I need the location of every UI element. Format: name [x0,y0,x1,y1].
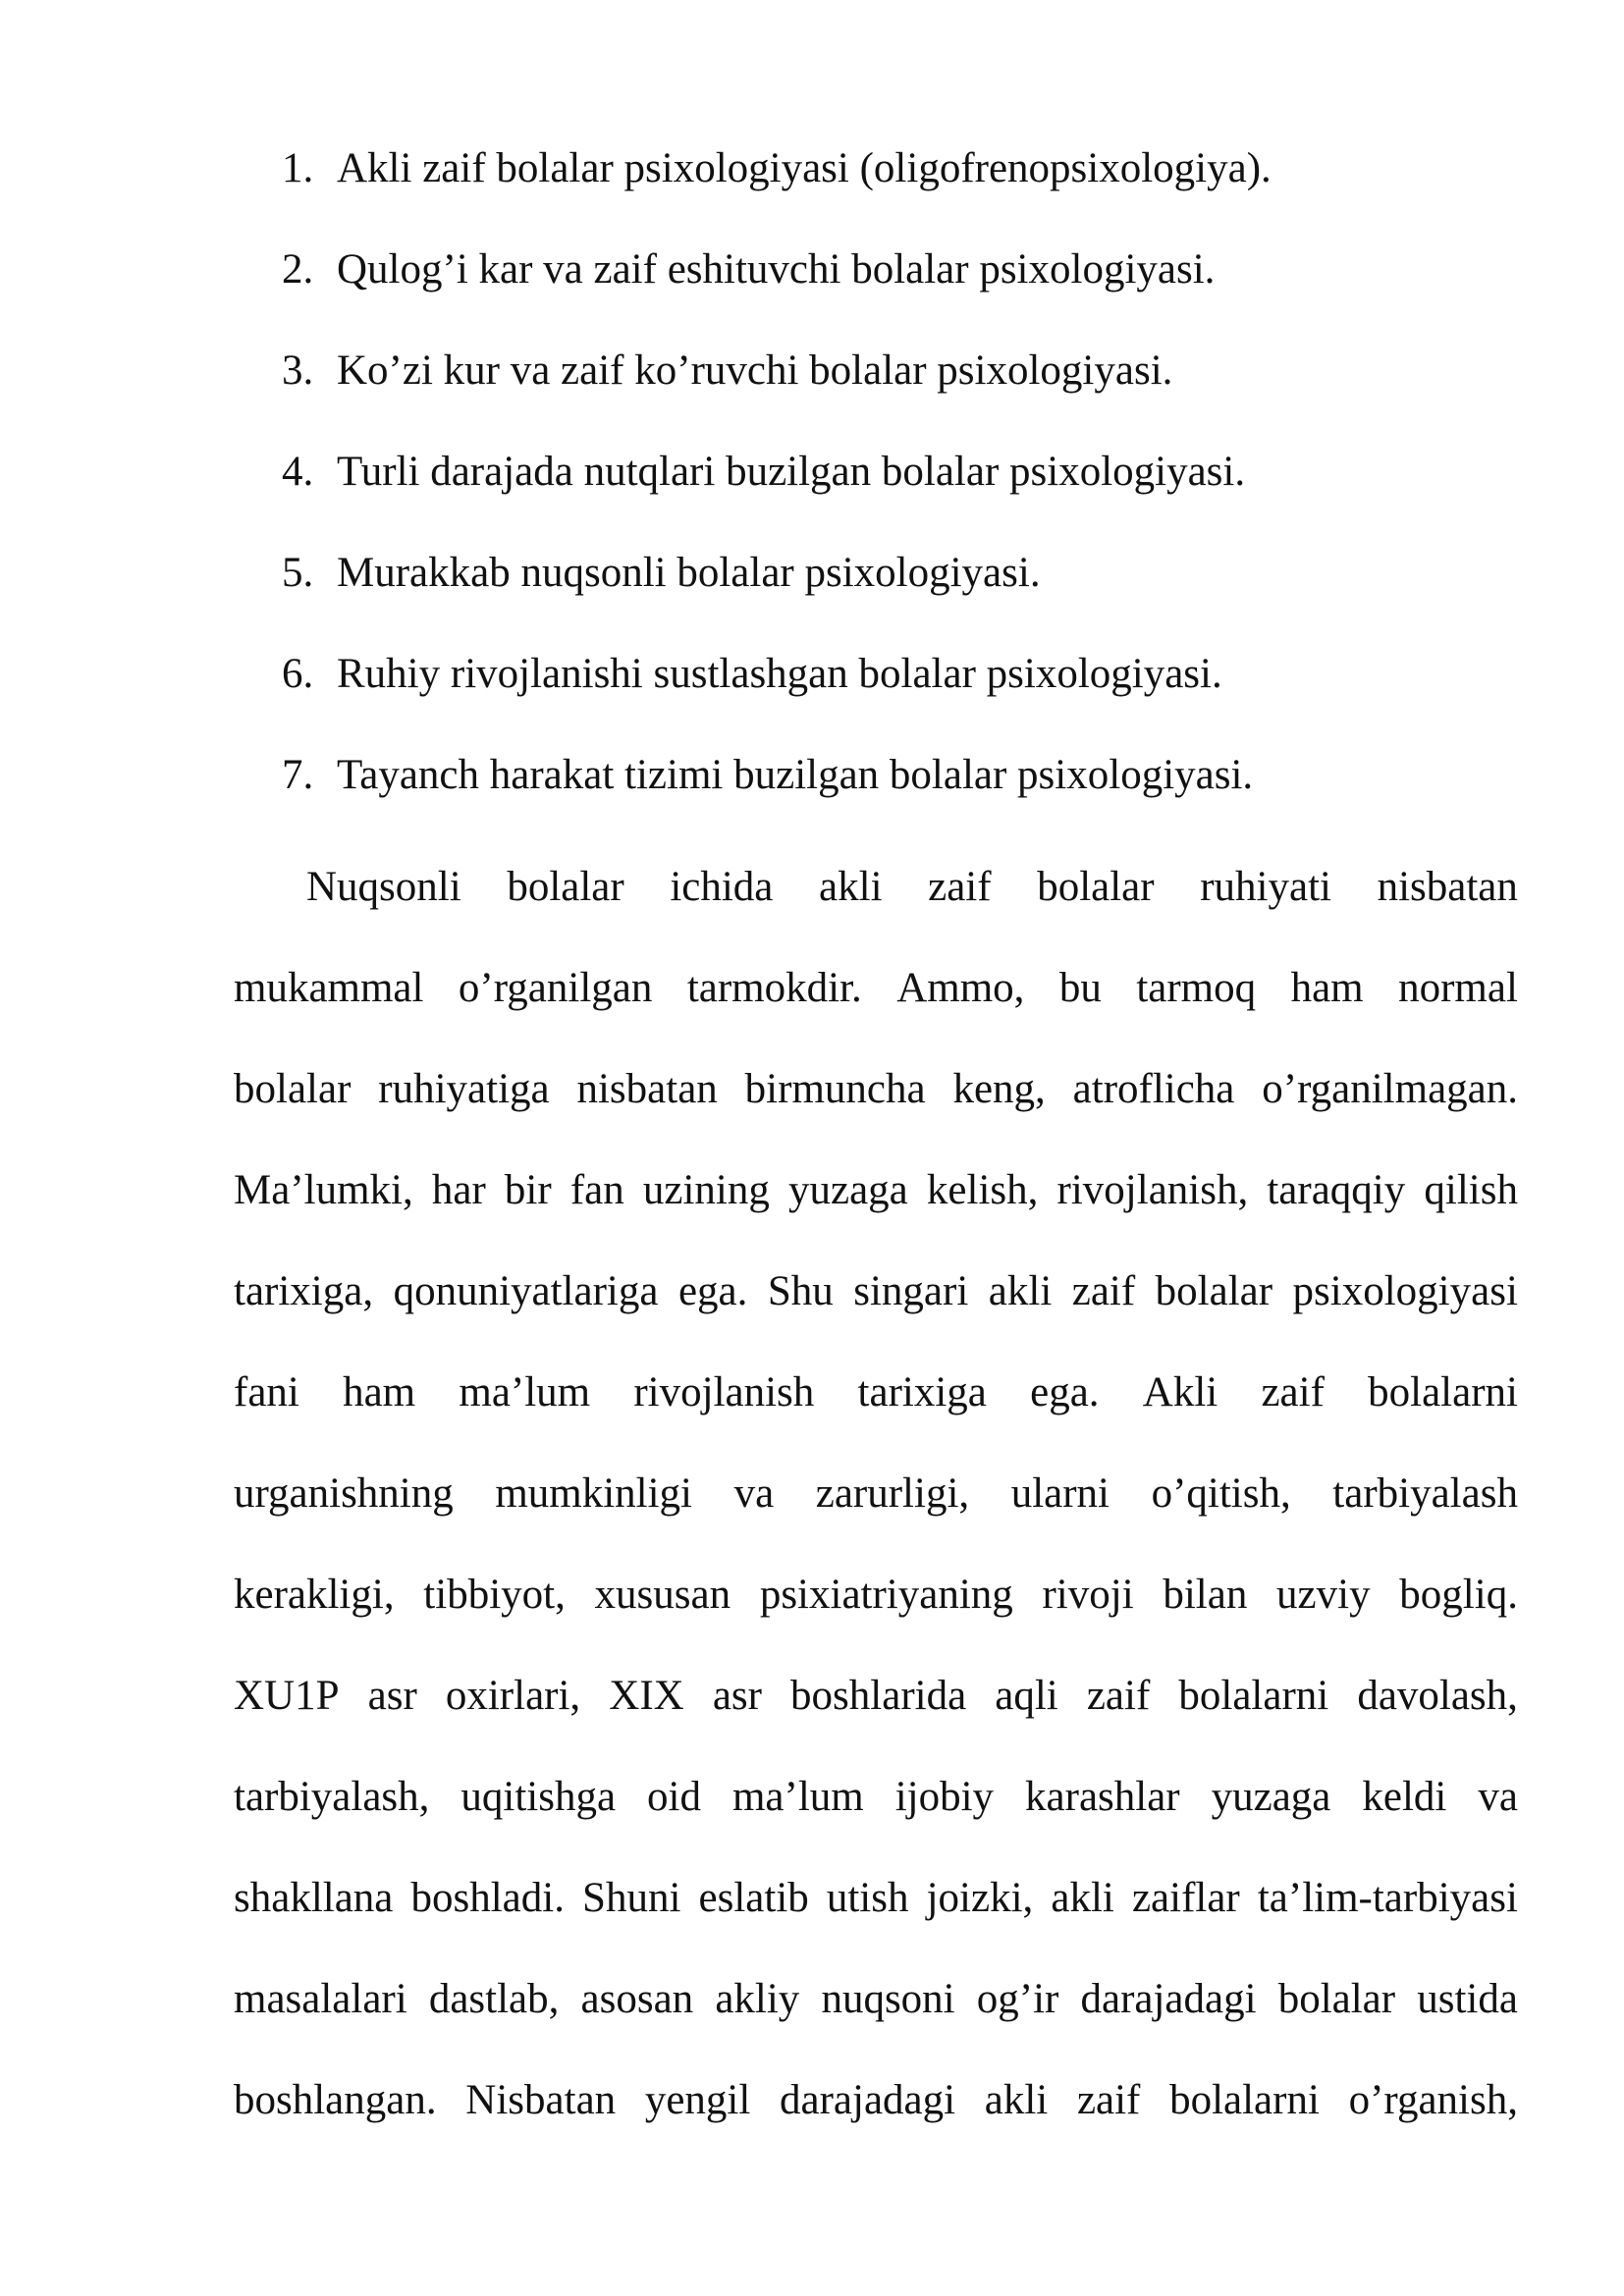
numbered-list [282,147,1509,855]
paragraph-line: kerakligi, tibbiyot, xususan psixiatriyaning rivoji bilan uzviy bogliq. [234,1572,1518,1618]
list-item-number: 6. [282,651,314,697]
list-item-number: 2. [282,246,314,293]
list-item-number: 3. [282,347,314,394]
paragraph-line: masalalari dastlab, asosan akliy nuqsoni og’ir darajadagi bolalar ustida [234,1976,1518,2022]
list-item [282,248,1509,349]
list-item-text: Ko’zi kur va zaif ko’ruvchi bolalar psixologiyasi. [337,347,1173,394]
list-item [282,349,1509,451]
list-item-number: 5. [282,550,314,596]
list-item-text: Tayanch harakat tizimi buzilgan bolalar psixologiyasi. [337,752,1254,798]
list-item-text: Turli darajada nutqlari buzilgan bolalar psixologiyasi. [337,449,1246,495]
list-item-text: Qulog’i kar va zaif eshituvchi bolalar psixologiyasi. [337,246,1216,293]
paragraph-line: mukammal o’rganilgan tarmokdir. Ammo, bu tarmoq ham normal [234,965,1518,1011]
list-item [282,754,1509,855]
paragraph-line: shakllana boshladi. Shuni eslatib utish joizki, akli zaiflar ta’lim-tarbiyasi [234,1875,1518,1921]
paragraph-line: XU1P asr oxirlari, XIX asr boshlarida aqli zaif bolalarni davolash, [234,1673,1518,1719]
paragraph-line: boshlangan. Nisbatan yengil darajadagi akli zaif bolalarni o’rganish, [234,2077,1518,2123]
list-item-text: Ruhiy rivojlanishi sustlashgan bolalar psixologiyasi. [337,651,1222,697]
paragraph-line: fani ham ma’lum rivojlanish tarixiga ega. Akli zaif bolalarni [234,1369,1518,1415]
paragraph-line: tarixiga, qonuniyatlariga ega. Shu singari akli zaif bolalar psixologiyasi [234,1268,1518,1314]
list-item-text: Akli zaif bolalar psixologiyasi (oligofrenopsixologiya). [337,145,1272,191]
paragraph-line: tarbiyalash, uqitishga oid ma’lum ijobiy karashlar yuzaga keldi va [234,1774,1518,1820]
list-item-number: 1. [282,145,314,191]
list-item [282,147,1509,248]
list-item-number: 4. [282,449,314,495]
list-item-number: 7. [282,752,314,798]
body-paragraph [234,866,1518,2180]
paragraph-line: bolalar ruhiyatiga nisbatan birmuncha keng, atroflicha o’rganilmagan. [234,1066,1518,1112]
list-item [282,451,1509,552]
list-item-text: Murakkab nuqsonli bolalar psixologiyasi. [337,550,1041,596]
paragraph-line: urganishning mumkinligi va zarurligi, ularni o’qitish, tarbiyalash [234,1470,1518,1517]
paragraph-line: Nuqsonli bolalar ichida akli zaif bolalar ruhiyati nisbatan [306,864,1518,910]
list-item [282,653,1509,754]
list-item [282,552,1509,653]
paragraph-line: Ma’lumki, har bir fan uzining yuzaga kelish, rivojlanish, taraqqiy qilish [234,1167,1518,1213]
